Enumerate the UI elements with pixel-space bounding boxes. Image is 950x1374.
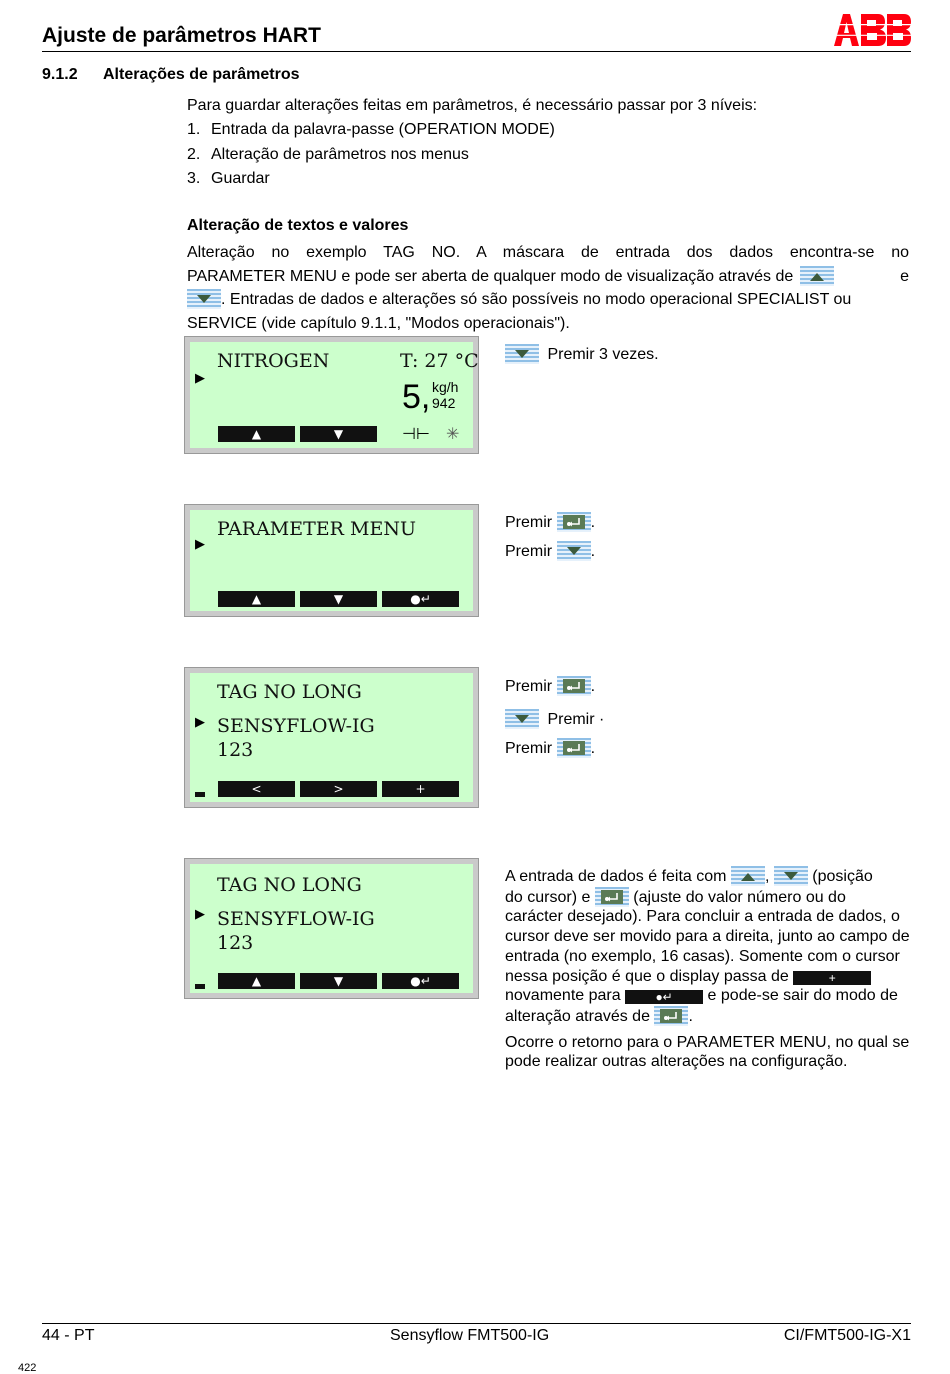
lcd-big-value: 5, <box>402 378 431 416</box>
softkey-down[interactable]: ▼ <box>300 591 377 607</box>
status-asterisk-icon: ✳ <box>446 426 460 443</box>
enter-key-icon <box>654 1006 688 1026</box>
footer-document-id: CI/FMT500-IG-X1 <box>783 1327 911 1344</box>
softkey-enter[interactable]: ●↵ <box>382 973 459 989</box>
lcd-line-1: PARAMETER MENU <box>217 518 416 540</box>
lcd-unit: kg/h <box>432 379 459 395</box>
lcd-display-tag-edit <box>184 667 479 808</box>
instruction-3a: Premir . <box>505 678 596 695</box>
description-paragraph: Alteração no exemplo TAG NO. A máscara de entrada dos dados encontra-se no PARAMETER MENU e pode ser aberta de qualquer modo de visualização através de e . Entradas de dados e alterações só são possíveis no modo operacional SPECIALIST ou SERVICE (vide capítulo 9.1.1, "Modos operacionais"). <box>187 244 909 332</box>
header-rule <box>42 51 911 52</box>
lcd-small-value: 942 <box>432 395 456 411</box>
softkey-down[interactable]: ▼ <box>300 973 377 989</box>
enter-key-icon <box>557 738 591 758</box>
softkey-enter[interactable]: ●↵ <box>382 591 459 607</box>
instruction-2b: Premir . <box>505 543 596 560</box>
section-title: Alterações de parâmetros <box>103 66 300 83</box>
final-instructions: A entrada de dados é feita com , (posição do cursor) e (ajuste do valor número ou do carácter desejado). Para concluir a entrada de dados, o cursor deve ser movido para a direita, junto ao campo de entrada (no exemplo, 16 casas). Somente com o cursor nessa posição é que o display passa de + novamente para ●↵ e pode-se sair do modo de alteração através de . Ocorre o retorno para o PARAMETER MENU, no qual se pode realizar outras alterações na configuração. <box>505 868 910 1071</box>
enter-softkey-icon: ●↵ <box>625 990 703 1004</box>
list-item: 3. Guardar <box>187 170 270 187</box>
lcd-line-2: SENSYFLOW-IG <box>217 715 375 737</box>
lcd-pointer-icon: ▶ <box>195 370 205 385</box>
softkey-left[interactable]: < <box>218 781 295 797</box>
lcd-display-parameter-menu <box>184 504 479 617</box>
footer-rule <box>42 1323 911 1324</box>
list-item: 2. Alteração de parâmetros nos menus <box>187 145 469 163</box>
enter-key-icon <box>557 676 591 696</box>
instruction-2a: Premir . <box>505 514 596 531</box>
footer-page-number: 44 - PT <box>42 1327 95 1344</box>
down-key-icon <box>187 289 221 309</box>
cursor-indicator <box>195 984 205 989</box>
softkey-up[interactable]: ▲ <box>218 426 295 442</box>
instruction-3b: Premir · <box>505 709 604 729</box>
down-key-icon <box>505 709 539 729</box>
down-key-icon <box>557 541 591 561</box>
instruction-3c: Premir . <box>505 740 596 757</box>
intro-text: Para guardar alterações feitas em parâmetros, é necessário passar por 3 níveis: <box>187 97 758 114</box>
lcd-line-1: TAG NO LONG <box>217 681 362 703</box>
footer-product: Sensyflow FMT500-IG <box>390 1327 550 1344</box>
softkey-down[interactable]: ▼ <box>300 426 377 442</box>
section-number: 9.1.2 <box>42 66 78 83</box>
lcd-line-3: 123 <box>217 739 254 761</box>
softkey-plus[interactable]: + <box>382 781 459 797</box>
lcd-pointer-icon: ▶ <box>195 536 205 551</box>
lcd-line-1: TAG NO LONG <box>217 874 362 896</box>
lcd-temperature: T: 27 °C <box>400 350 479 372</box>
subheading: Alteração de textos e valores <box>187 217 409 234</box>
lcd-line-1: NITROGEN <box>217 350 330 372</box>
lcd-display-tag-confirm <box>184 858 479 999</box>
up-key-icon <box>731 866 765 886</box>
down-key-icon <box>505 344 539 364</box>
softkey-up[interactable]: ▲ <box>218 973 295 989</box>
softkey-up[interactable]: ▲ <box>218 591 295 607</box>
up-key-icon <box>800 266 834 286</box>
enter-key-icon <box>557 512 591 532</box>
softkey-right[interactable]: > <box>300 781 377 797</box>
down-key-icon <box>774 866 808 886</box>
list-item: 1. Entrada da palavra-passe (OPERATION MODE) <box>187 121 555 138</box>
lcd-pointer-icon: ▶ <box>195 906 205 921</box>
abb-logo <box>834 14 911 46</box>
lcd-pointer-icon: ▶ <box>195 714 205 729</box>
lcd-display-measurement <box>184 336 479 454</box>
page-mark: 422 <box>18 1362 37 1374</box>
page-header-title: Ajuste de parâmetros HART <box>42 24 321 47</box>
enter-key-icon <box>595 887 629 907</box>
lcd-line-2: SENSYFLOW-IG <box>217 908 375 930</box>
plus-softkey-icon: + <box>793 971 871 985</box>
cursor-indicator <box>195 792 205 797</box>
lcd-line-3: 123 <box>217 932 254 954</box>
steps-list <box>187 118 555 192</box>
instruction-1: Premir 3 vezes. <box>505 344 659 364</box>
status-contact-icon: ⊣⊢ <box>402 426 430 443</box>
